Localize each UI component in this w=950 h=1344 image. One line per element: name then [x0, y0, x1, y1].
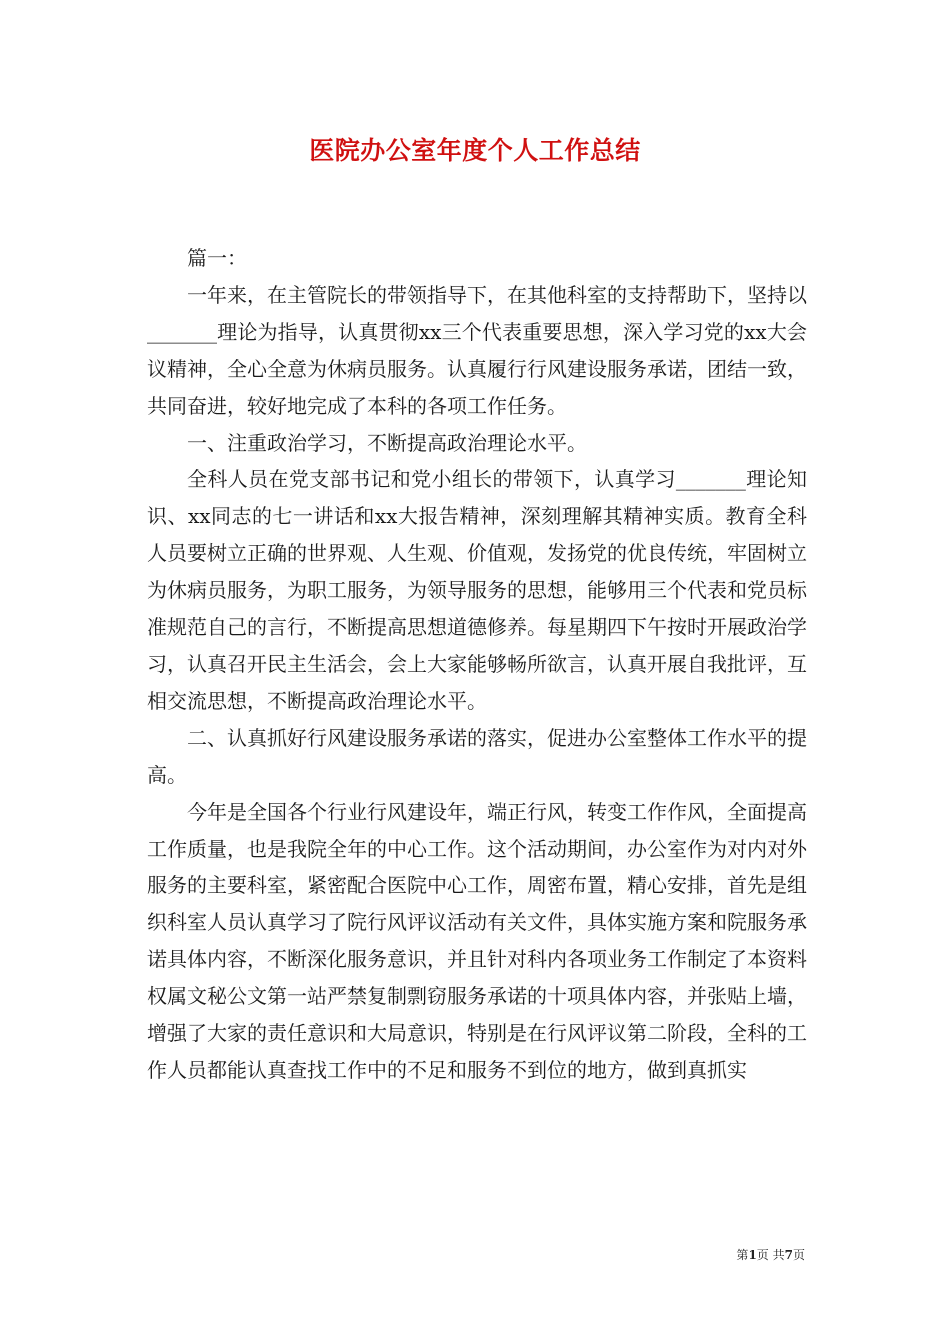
paragraph-intro: 一年来，在主管院长的带领指导下，在其他科室的支持帮助下，坚持以_______理论为指导，认真贯彻xx三个代表重要思想，深入学习党的xx大会议精神，全心全意为休病员服务。认真履行行风建设服务承诺，团结一致，共同奋进，较好地完成了本科的各项工作任务。 — [147, 282, 807, 418]
paragraph-section-two: 今年是全国各个行业行风建设年，端正行风，转变工作作风，全面提高工作质量，也是我院全年的中心工作。这个活动期间，办公室作为对内对外服务的主要科室，紧密配合医院中心工作，周密布置，精心安排，首先是组织科室人员认真学习了院行风评议活动有关文件，具体实施方案和院服务承诺具体内容，不断深化服务意识，并且针对科内各项业务工作制定了本资料权属文秘公文第一站严禁复制剽窃服务承诺的十项具体内容，并张贴上墙，增强了大家的责任意识和大局意识，特别是在行风评议第二阶段，全科的工作人员都能认真查找工作中的不足和服务不到位的地方，做到真抓实 — [147, 799, 807, 1082]
footer-total-pages: 7 — [784, 1248, 793, 1262]
heading-section-one: 一、注重政治学习，不断提高政治理论水平。 — [187, 430, 587, 455]
footer-current-page: 1 — [748, 1248, 757, 1262]
document-title: 医院办公室年度个人工作总结 — [309, 136, 641, 165]
heading-section-two: 二、认真抓好行风建设服务承诺的落实，促进办公室整体工作水平的提高。 — [147, 725, 807, 787]
footer-suffix: 页 — [792, 1248, 805, 1262]
page-number-footer — [640, 1247, 805, 1263]
document-body — [147, 240, 807, 1089]
footer-middle: 页 共 — [756, 1248, 785, 1262]
paragraph-section-one: 全科人员在党支部书记和党小组长的带领下，认真学习_______理论知识、xx同志的七一讲话和xx大报告精神，深刻理解其精神实质。教育全科人员要树立正确的世界观、人生观、价值观，发扬党的优良传统，牢固树立为休病员服务，为职工服务，为领导服务的思想，能够用三个代表和党员标准规范自己的言行，不断提高思想道德修养。每星期四下午按时开展政治学习，认真召开民主生活会，会上大家能够畅所欲言，认真开展自我批评，互相交流思想，不断提高政治理论水平。 — [147, 467, 807, 713]
section-label: 篇一： — [187, 246, 247, 270]
footer-prefix: 第 — [736, 1248, 749, 1262]
